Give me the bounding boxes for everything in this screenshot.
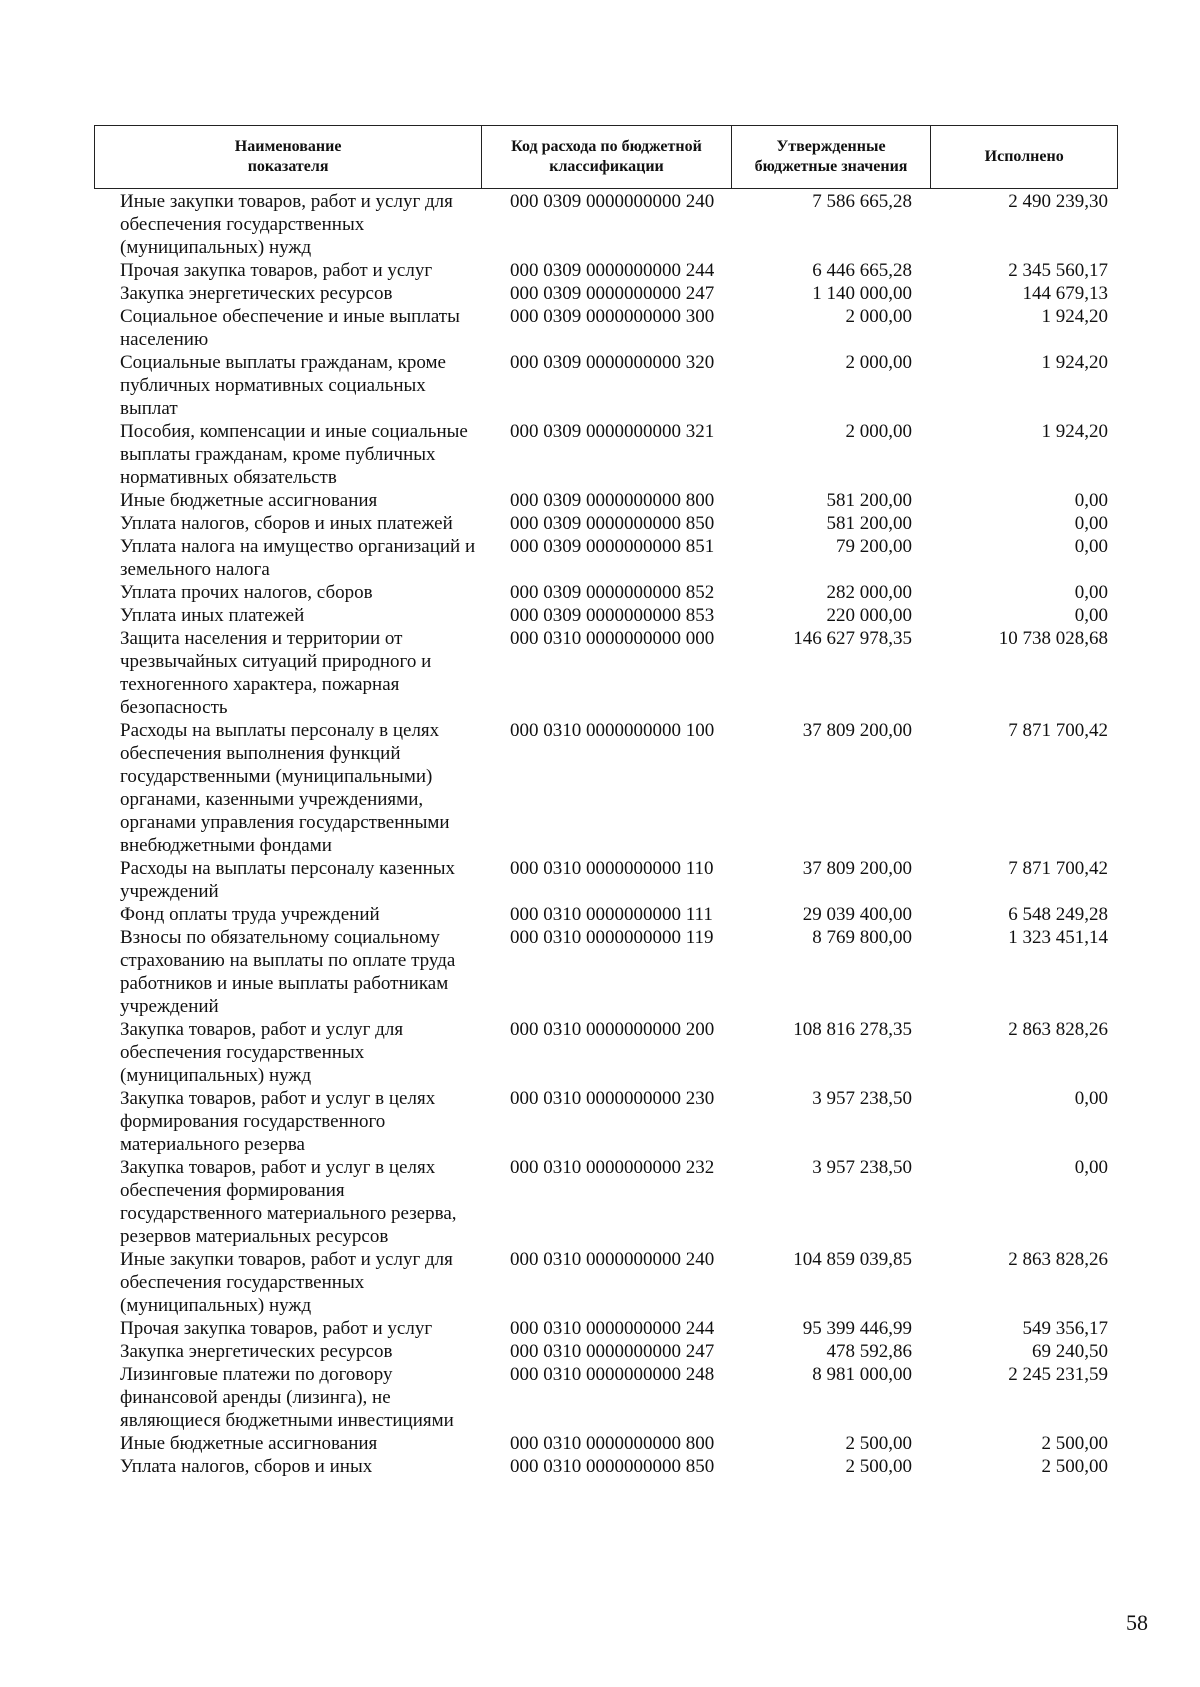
table-row	[94, 926, 1118, 1018]
cell-name: Фонд оплаты труда учреждений	[120, 904, 380, 925]
table-row	[94, 1363, 1118, 1432]
cell-code: 000 0310 0000000000 232	[510, 1157, 715, 1178]
cell-approved: 104 859 039,85	[793, 1249, 912, 1270]
cell-name: Социальное обеспечение и иные выплаты населению	[120, 306, 460, 350]
cell-code: 000 0310 0000000000 850	[510, 1456, 715, 1477]
cell-name: Уплата иных платежей	[120, 605, 305, 626]
cell-code: 000 0309 0000000000 247	[510, 283, 715, 304]
page-number: 58	[1126, 1610, 1148, 1635]
cell-done: 1 924,20	[1041, 306, 1108, 327]
cell-approved: 146 627 978,35	[793, 628, 912, 649]
cell-code: 000 0310 0000000000 200	[510, 1019, 715, 1040]
cell-code: 000 0309 0000000000 244	[510, 260, 715, 281]
cell-code: 000 0310 0000000000 800	[510, 1433, 715, 1454]
cell-name: Закупка энергетических ресурсов	[120, 1341, 393, 1362]
cell-done: 2 345 560,17	[1008, 260, 1108, 281]
cell-done: 0,00	[1074, 536, 1108, 557]
cell-name: Уплата прочих налогов, сборов	[120, 582, 373, 603]
cell-name: Уплата налога на имущество организаций и земельного налога	[120, 536, 476, 580]
cell-done: 69 240,50	[1032, 1341, 1108, 1362]
cell-code: 000 0310 0000000000 244	[510, 1318, 715, 1339]
cell-done: 1 924,20	[1041, 421, 1108, 442]
cell-name: Социальные выплаты гражданам, кроме публичных нормативных социальных выплат	[120, 352, 446, 419]
cell-approved: 79 200,00	[836, 536, 912, 557]
table-row	[94, 535, 1118, 581]
cell-code: 000 0309 0000000000 240	[510, 191, 715, 212]
cell-name: Иные бюджетные ассигнования	[120, 490, 378, 511]
cell-approved: 8 769 800,00	[812, 927, 912, 948]
cell-approved: 95 399 446,99	[802, 1318, 912, 1339]
table-row	[94, 190, 1118, 259]
cell-code: 000 0309 0000000000 320	[510, 352, 715, 373]
cell-done: 1 924,20	[1041, 352, 1108, 373]
cell-done: 6 548 249,28	[1008, 904, 1108, 925]
cell-approved: 2 500,00	[845, 1433, 912, 1454]
cell-code: 000 0310 0000000000 111	[510, 904, 713, 925]
cell-code: 000 0310 0000000000 247	[510, 1341, 715, 1362]
cell-code: 000 0309 0000000000 853	[510, 605, 715, 626]
cell-done: 144 679,13	[1022, 283, 1108, 304]
cell-code: 000 0309 0000000000 800	[510, 490, 715, 511]
cell-done: 0,00	[1074, 1157, 1108, 1178]
table-row	[94, 489, 1118, 512]
cell-done: 0,00	[1074, 490, 1108, 511]
table-row	[94, 1432, 1118, 1455]
cell-approved: 1 140 000,00	[812, 283, 912, 304]
cell-code: 000 0310 0000000000 119	[510, 927, 714, 948]
cell-done: 2 863 828,26	[1008, 1249, 1108, 1270]
cell-approved: 29 039 400,00	[802, 904, 912, 925]
header-approved: Утвержденные бюджетные значения	[732, 126, 932, 188]
table-row	[94, 420, 1118, 489]
cell-done: 0,00	[1074, 582, 1108, 603]
cell-done: 2 500,00	[1041, 1456, 1108, 1477]
table-row	[94, 857, 1118, 903]
table-row	[94, 604, 1118, 627]
cell-name: Закупка товаров, работ и услуг в целях формирования государственного материального резерва	[120, 1088, 436, 1155]
cell-done: 0,00	[1074, 1088, 1108, 1109]
cell-done: 0,00	[1074, 605, 1108, 626]
cell-name: Взносы по обязательному социальному страхованию на выплаты по оплате труда работников и иные выплаты работникам учреждений	[120, 927, 456, 1017]
table-row	[94, 581, 1118, 604]
cell-done: 2 490 239,30	[1008, 191, 1108, 212]
cell-approved: 478 592,86	[826, 1341, 912, 1362]
header-done: Исполнено	[984, 148, 1064, 165]
cell-name: Закупка энергетических ресурсов	[120, 283, 393, 304]
table-row	[94, 305, 1118, 351]
cell-code: 000 0310 0000000000 100	[510, 720, 715, 741]
cell-code: 000 0310 0000000000 230	[510, 1088, 715, 1109]
cell-name: Закупка товаров, работ и услуг в целях обеспечения формирования государственного материального резерва, резервов материальных ресурсов	[120, 1157, 457, 1247]
cell-done: 2 500,00	[1041, 1433, 1108, 1454]
cell-code: 000 0310 0000000000 248	[510, 1364, 715, 1385]
table-row	[94, 1455, 1118, 1478]
cell-code: 000 0310 0000000000 000	[510, 628, 715, 649]
cell-approved: 108 816 278,35	[793, 1019, 912, 1040]
cell-approved: 3 957 238,50	[812, 1088, 912, 1109]
cell-code: 000 0309 0000000000 851	[510, 536, 715, 557]
cell-done: 7 871 700,42	[1008, 720, 1108, 741]
table-row	[94, 903, 1118, 926]
cell-name: Уплата налогов, сборов и иных платежей	[120, 513, 453, 534]
cell-name: Иные закупки товаров, работ и услуг для обеспечения государственных (муниципальных) нужд	[120, 1249, 453, 1316]
cell-code: 000 0309 0000000000 321	[510, 421, 715, 442]
cell-name: Расходы на выплаты персоналу казенных учреждений	[120, 858, 456, 902]
cell-approved: 220 000,00	[826, 605, 912, 626]
cell-name: Защита населения и территории от чрезвычайных ситуаций природного и техногенного характера, пожарная безопасность	[120, 628, 432, 718]
cell-name: Закупка товаров, работ и услуг для обеспечения государственных (муниципальных) нужд	[120, 1019, 404, 1086]
cell-approved: 8 981 000,00	[812, 1364, 912, 1385]
cell-done: 7 871 700,42	[1008, 858, 1108, 879]
table-row	[94, 1156, 1118, 1248]
table-row	[94, 1317, 1118, 1340]
table-row	[94, 351, 1118, 420]
table-row	[94, 1087, 1118, 1156]
cell-name: Уплата налогов, сборов и иных	[120, 1456, 373, 1477]
cell-name: Иные бюджетные ассигнования	[120, 1433, 378, 1454]
cell-approved: 2 000,00	[845, 421, 912, 442]
cell-code: 000 0309 0000000000 850	[510, 513, 715, 534]
header-code: Код расхода по бюджетной классификации	[482, 126, 732, 188]
cell-done: 1 323 451,14	[1008, 927, 1108, 948]
cell-name: Пособия, компенсации и иные социальные выплаты гражданам, кроме публичных нормативных обязательств	[120, 421, 468, 488]
cell-code: 000 0310 0000000000 240	[510, 1249, 715, 1270]
cell-approved: 6 446 665,28	[812, 260, 912, 281]
cell-name: Лизинговые платежи по договору финансовой аренды (лизинга), не являющиеся бюджетными инвестициями	[120, 1364, 454, 1431]
cell-approved: 37 809 200,00	[802, 720, 912, 741]
cell-done: 2 863 828,26	[1008, 1019, 1108, 1040]
cell-name: Иные закупки товаров, работ и услуг для обеспечения государственных (муниципальных) нужд	[120, 191, 453, 258]
cell-approved: 581 200,00	[826, 513, 912, 534]
table-row	[94, 282, 1118, 305]
table-row	[94, 259, 1118, 282]
table-row	[94, 1018, 1118, 1087]
cell-code: 000 0310 0000000000 110	[510, 858, 714, 879]
cell-done: 10 738 028,68	[998, 628, 1108, 649]
cell-name: Прочая закупка товаров, работ и услуг	[120, 260, 433, 281]
cell-code: 000 0309 0000000000 852	[510, 582, 715, 603]
cell-code: 000 0309 0000000000 300	[510, 306, 715, 327]
cell-name: Прочая закупка товаров, работ и услуг	[120, 1318, 433, 1339]
cell-approved: 2 500,00	[845, 1456, 912, 1477]
table-row	[94, 1248, 1118, 1317]
cell-done: 2 245 231,59	[1008, 1364, 1108, 1385]
table-row	[94, 512, 1118, 535]
cell-approved: 7 586 665,28	[812, 191, 912, 212]
cell-approved: 282 000,00	[826, 582, 912, 603]
table-row	[94, 627, 1118, 719]
cell-approved: 3 957 238,50	[812, 1157, 912, 1178]
table-row	[94, 1340, 1118, 1363]
table-row	[94, 719, 1118, 857]
cell-approved: 37 809 200,00	[802, 858, 912, 879]
table-body	[94, 190, 1118, 1478]
header-name: Наименование показателя	[95, 126, 482, 188]
cell-approved: 2 000,00	[845, 306, 912, 327]
cell-approved: 2 000,00	[845, 352, 912, 373]
cell-done: 549 356,17	[1022, 1318, 1108, 1339]
cell-approved: 581 200,00	[826, 490, 912, 511]
table-header	[94, 125, 1118, 189]
cell-done: 0,00	[1074, 513, 1108, 534]
cell-name: Расходы на выплаты персоналу в целях обеспечения выполнения функций государственными (муниципальными) органами, казенными учреждениями, органами управления государственными внебюджетными фондами	[120, 720, 450, 856]
